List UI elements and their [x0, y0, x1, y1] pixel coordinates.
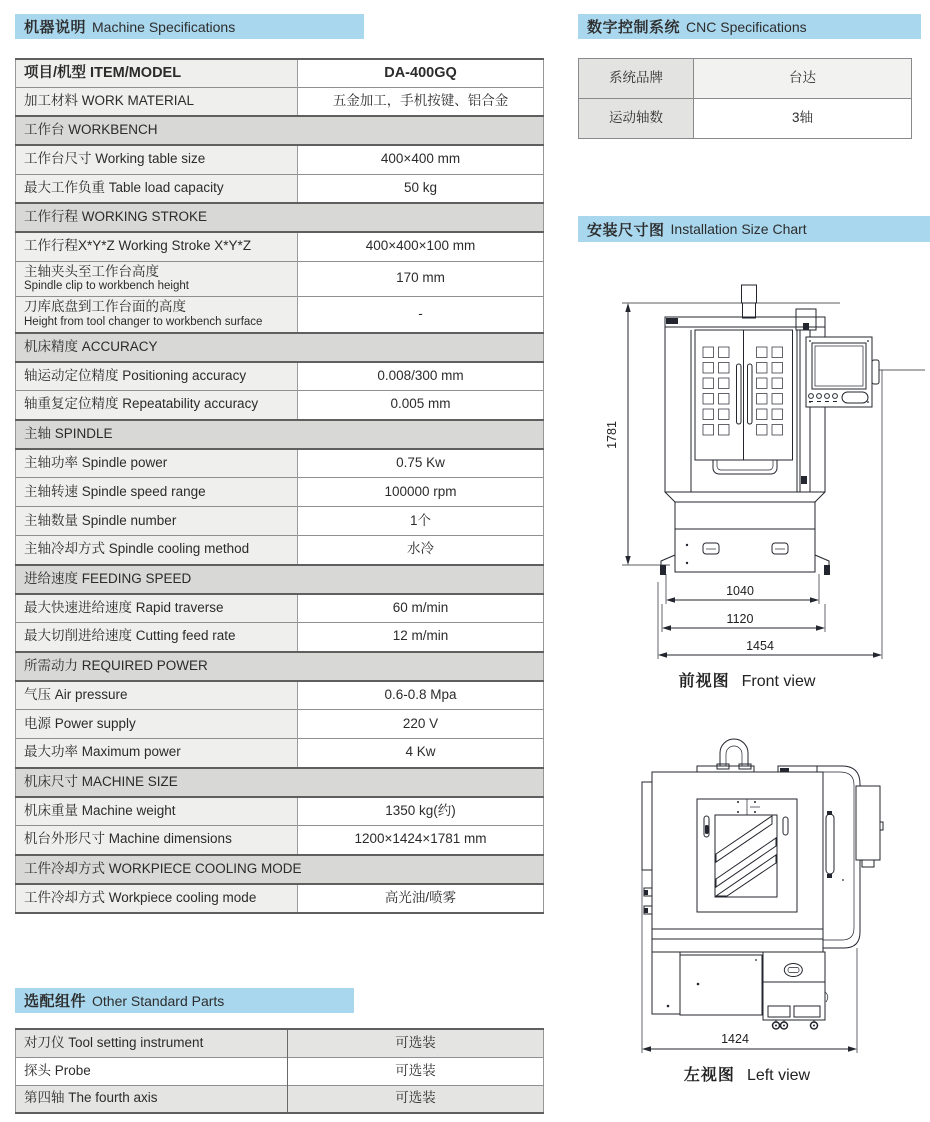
cnc-row: [579, 59, 912, 99]
cnc-row: [579, 99, 912, 139]
other-parts-table: [15, 1028, 544, 1114]
spec-section-row: [16, 855, 544, 884]
spec-data-row: [16, 87, 544, 116]
cnc-row-label: 系统品牌: [579, 59, 694, 99]
spec-row-value: 220 V: [298, 710, 544, 739]
spec-data-row: [16, 797, 544, 826]
spec-row-label: 机台外形尺寸 Machine dimensions: [16, 826, 298, 855]
spec-data-row: [16, 710, 544, 739]
front-view-caption: [582, 668, 912, 691]
front-dim-1454: 1454: [746, 639, 774, 653]
spec-section-label: 所需动力 REQUIRED POWER: [16, 652, 544, 681]
spec-header-item-model: 项目/机型 ITEM/MODEL: [16, 59, 298, 87]
spec-section-row: [16, 203, 544, 232]
spec-row-label: 机床重量 Machine weight: [16, 797, 298, 826]
spec-row-label: 最大工作负重 Table load capacity: [16, 174, 298, 203]
spec-section-row: [16, 116, 544, 145]
spec-row-value: 0.005 mm: [298, 391, 544, 420]
spec-data-row: [16, 391, 544, 420]
spec-section-label: 机床尺寸 MACHINE SIZE: [16, 768, 544, 797]
other-parts-header-zh: 选配组件: [24, 993, 87, 1010]
machine-spec-header: [15, 14, 364, 39]
cnc-spec-header: [578, 14, 921, 39]
cnc-row-value: 台达: [694, 59, 912, 99]
spec-row-label: 工件冷却方式 Workpiece cooling mode: [16, 884, 298, 913]
spec-data-row: [16, 826, 544, 855]
spec-row-value: 0.75 Kw: [298, 449, 544, 478]
spec-data-row: [16, 297, 544, 333]
front-view-caption-en: Front view: [741, 673, 816, 690]
spec-data-row: [16, 739, 544, 768]
spec-data-row: [16, 594, 544, 623]
spec-header-row: [16, 59, 544, 87]
spec-row-value: 1个: [298, 507, 544, 536]
spec-row-label: 主轴功率 Spindle power: [16, 449, 298, 478]
machine-spec-table: [15, 58, 544, 914]
machine-spec-header-zh: 机器说明: [24, 19, 87, 36]
parts-row-value: 可选装: [288, 1029, 544, 1057]
spec-data-row: [16, 145, 544, 174]
front-view-drawing: [600, 252, 930, 664]
spec-row-label: 最大快速进给速度 Rapid traverse: [16, 594, 298, 623]
front-dim-1120: 1120: [726, 612, 754, 626]
spec-section-row: [16, 333, 544, 362]
spec-data-row: [16, 261, 544, 297]
spec-row-label-en: Spindle clip to workbench height: [24, 280, 189, 293]
spec-row-value: 400×400×100 mm: [298, 232, 544, 261]
front-dim-1040: 1040: [726, 584, 754, 598]
spec-section-label: 主轴 SPINDLE: [16, 420, 544, 449]
spec-row-label: 最大切削进给速度 Cutting feed rate: [16, 623, 298, 652]
spec-row-value: -: [298, 297, 544, 333]
spec-row-label: 主轴夹头至工作台高度 Spindle clip to workbench height: [16, 261, 298, 297]
installation-size-header: [578, 216, 930, 242]
spec-row-label: 主轴冷却方式 Spindle cooling method: [16, 536, 298, 565]
spec-data-row: [16, 174, 544, 203]
left-view-caption: [582, 1062, 912, 1085]
installation-size-header-zh: 安装尺寸图: [587, 221, 665, 239]
parts-row-value: 可选装: [288, 1085, 544, 1113]
front-view-caption-zh: 前视图: [678, 673, 730, 690]
spec-data-row: [16, 681, 544, 710]
spec-section-label: 工作行程 WORKING STROKE: [16, 203, 544, 232]
parts-row: [16, 1029, 544, 1057]
cnc-row-value: 3轴: [791, 110, 813, 126]
cnc-row-label: 运动轴数: [579, 99, 694, 139]
spec-row-value: 100000 rpm: [298, 478, 544, 507]
parts-row-label: 探头 Probe: [16, 1057, 288, 1085]
spec-row-value: 170 mm: [298, 261, 544, 297]
spec-row-label: 电源 Power supply: [16, 710, 298, 739]
spec-row-label: 主轴数量 Spindle number: [16, 507, 298, 536]
spec-row-label: 工作行程X*Y*Z Working Stroke X*Y*Z: [16, 232, 298, 261]
other-parts-header: [15, 988, 354, 1013]
parts-row: [16, 1057, 544, 1085]
spec-section-label: 工件冷却方式 WORKPIECE COOLING MODE: [16, 855, 544, 884]
spec-row-value: 0.6-0.8 Mpa: [298, 681, 544, 710]
spec-data-row: [16, 362, 544, 391]
spec-row-value: 60 m/min: [298, 594, 544, 623]
left-view-caption-en: Left view: [746, 1067, 811, 1084]
spec-header-model-value: DA-400GQ: [298, 59, 544, 87]
front-width-dimensions: [658, 370, 882, 659]
spec-section-row: [16, 420, 544, 449]
spec-section-row: [16, 565, 544, 594]
spec-row-label: 加工材料 WORK MATERIAL: [16, 87, 298, 116]
cart-casters: [773, 1020, 818, 1029]
other-parts-header-en: Other Standard Parts: [92, 992, 225, 1009]
spec-data-row: [16, 232, 544, 261]
spec-section-label: 机床精度 ACCURACY: [16, 333, 544, 362]
spec-data-row: [16, 449, 544, 478]
spec-section-label: 进给速度 FEEDING SPEED: [16, 565, 544, 594]
spec-section-label: 工作台 WORKBENCH: [16, 116, 544, 145]
cnc-spec-table: [578, 58, 912, 139]
cnc-spec-header-zh: 数字控制系统: [587, 19, 681, 36]
spec-row-value: 400×400 mm: [298, 145, 544, 174]
spec-data-row: [16, 507, 544, 536]
spec-row-value: 12 m/min: [298, 623, 544, 652]
spec-row-value: 50 kg: [298, 174, 544, 203]
parts-row: [16, 1085, 544, 1113]
parts-row-value: 可选装: [288, 1057, 544, 1085]
machine-spec-header-en: Machine Specifications: [92, 18, 236, 35]
spec-data-row: [16, 623, 544, 652]
spec-row-value: 4 Kw: [298, 739, 544, 768]
left-machine-outline: [642, 739, 883, 1029]
spec-data-row: [16, 884, 544, 913]
spec-section-row: [16, 768, 544, 797]
parts-row-label: 对刀仪 Tool setting instrument: [16, 1029, 288, 1057]
front-machine-outline: [660, 285, 830, 575]
spec-row-label: 轴重复定位精度 Repeatability accuracy: [16, 391, 298, 420]
spec-row-value: 高光油/喷雾: [298, 884, 544, 913]
spec-row-value: 0.008/300 mm: [298, 362, 544, 391]
spec-row-value: 五金加工，手机按键、铝合金: [298, 87, 544, 116]
spec-row-value: 1200×1424×1781 mm: [298, 826, 544, 855]
installation-size-header-en: Installation Size Chart: [670, 221, 807, 237]
spec-row-label: 刀库底盘到工作台面的高度 Height from tool changer to workbench surface: [16, 297, 298, 333]
door-windows: [703, 347, 783, 435]
spec-row-label-en: Height from tool changer to workbench surface: [24, 315, 263, 328]
front-height-dimension: [605, 303, 840, 565]
spec-row-label: 最大功率 Maximum power: [16, 739, 298, 768]
cnc-spec-header-en: CNC Specifications: [686, 18, 807, 35]
left-dim-1424: 1424: [721, 1032, 749, 1046]
spec-row-value: 水冷: [298, 536, 544, 565]
spec-row-value: 1350 kg(约): [298, 797, 544, 826]
left-view-drawing: [600, 722, 930, 1062]
left-view-caption-zh: 左视图: [683, 1067, 735, 1084]
spec-row-label: 主轴转速 Spindle speed range: [16, 478, 298, 507]
front-height-dim-label: 1781: [605, 421, 619, 449]
spec-data-row: [16, 536, 544, 565]
parts-row-label: 第四轴 The fourth axis: [16, 1085, 288, 1113]
spec-row-label: 气压 Air pressure: [16, 681, 298, 710]
spec-section-row: [16, 652, 544, 681]
front-control-panel: [806, 337, 925, 407]
spec-row-label: 轴运动定位精度 Positioning accuracy: [16, 362, 298, 391]
spec-data-row: [16, 478, 544, 507]
spec-row-label: 工作台尺寸 Working table size: [16, 145, 298, 174]
